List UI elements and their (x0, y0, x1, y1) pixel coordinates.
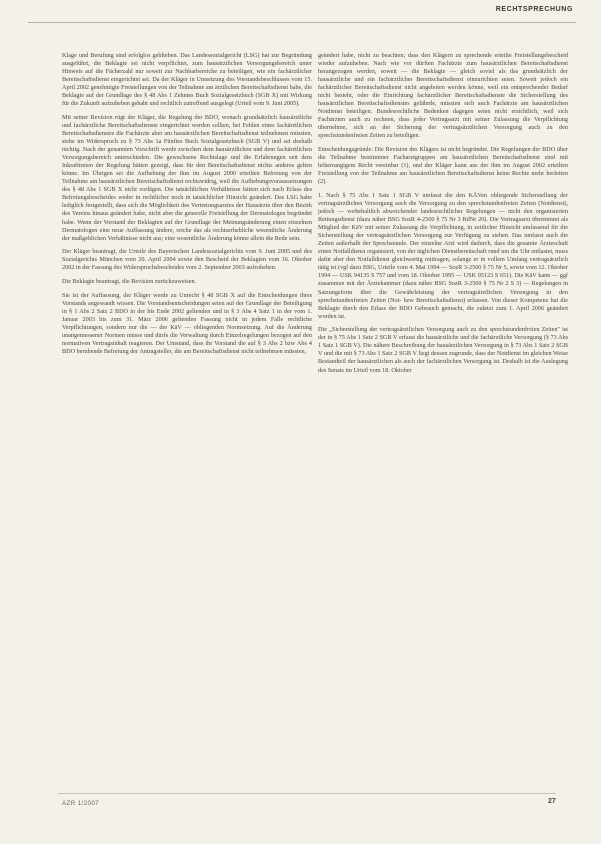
paragraph: Die „Sicherstellung der vertragsärztlichen Versorgung auch zu den sprechstundenfreien Zeiten" ist der in § 75 Abs 1 Satz 2 SGB V erfasst die hausärztliche und die fachärztliche Versorgung (§ 73 Abs 1 Satz 1 SGB V). Die nähere Beschreibung der hausärztlichen Versorgung in § 73 Abs 1 Satz 2 SGB V und die mit § 73 Abs 1 Satz 2 SGB V liegt dessen zugrunde, dass der Notdienst im gleichen Weise Bestandteil der hausärztlichen als auch der fachärztlichen Versorgung ist. Deshalb ist die Auslegung des Senats im Urteil vom 18. Oktober (318, 326, 568, 374)
paragraph: Der Kläger beantragt, die Urteile des Bayerischen Landessozialgerichts vom 9. Juni 2005 und des Sozialgerichts München vom 20. April 2004 sowie den Bescheid der Beklagten vom 16. Oktober 2002 in der Fassung des Widerspruchsbescheides vom 2. September 2003 aufzuheben. (62, 248, 312, 272)
header-divider (28, 22, 576, 23)
paragraph: 1. Nach § 75 Abs 1 Satz 1 SGB V umfasst die den KÄVen obliegende Sicherstellung der vertragsärztlichen Versorgung auch die Versorgung zu den sprechstundenfreien Zeiten (Notdienst), jedoch — vorbehaltlich abweichender landesrechtlicher Regelungen — nicht den organisierten Rettungsdienst (dazu näher BSG SozR 4-2500 § 75 Nr 3 RdNr 20). Die Vertragsarzt übernimmt als Mitglied der KäV mit seiner Zulassung die Verpflichtung, in zeitlicher Hinsicht umfassend für die Sicherstellung der vertragsärztlichen Versorgung zur Verfügung zu stehen. Das umfasst auch die Zeiten außerhalb der Sprechstunde. Der einzelne Arzt wird dadurch, dass die gesamte Ärzteschaft einen Notfalldienst organisiert, von der täglichen Dienstbereitschaft rund um die Uhr entlastet, muss dafür aber den Notfalldienst gleichwertig mittragen, solange er in vollem Umfang vertragsärztlich tätig ist (vgl dazu BSG, Urteile vom 4. Mai 1994 — SozR 3-2500 § 75 Nr 5, sowie vom 12. Oktober 1994 — USK 94135 S 757 und vom 18. Oktober 1995 — USK 95123 S 651). Die KäV kann — ggf zusammen mit der Ärztekammer (dazu näher BSG SozR 3-2500 § 75 Nr 2 S 3) — Regelungen in Satzungsform über die Gewährleistung der vertragsärztlichen Versorgung in den sprechstundenfreien Zeiten (Not- bzw Bereitschaftsdienst) erlassen. Von dieser Kompetenz hat die Beklagte durch den Erlass der BDO Gebrauch gemacht, die zuletzt zum 1. April 2006 geändert worden ist. (318, 191, 568, 320)
page-number: 27 (548, 798, 556, 805)
paragraph: Entscheidungsgründe: Die Revision des Klägers ist nicht begründet. Die Regelungen der BDO über die Teilnahme bestimmter Facharztgruppen am hausärztlichen Bereitschaftsdienst sind mit höherrangigem Recht vereinbar (1), und der Kläger kann aus der ihm im August 2002 erteilten Freistellung von der Teilnahme am hausärztlichen Bereitschaftsdienst keine Rechte mehr herleiten (2). (318, 146, 568, 186)
paragraph: Klage und Berufung sind erfolglos geblieben. Das Landessozialgericht (LSG) hat zur Begründung ausgeführt, die Beklagte sei nicht verpflichtet, zum hausärztlichen Versorgungsbereich unter Hinweis auf die Fächerzahl nur soweit zur Nachbarbereiche zu beteiligen, wie ein fachärztlicher Bereitschaftsdienst eingerichtet sei. Da der Kläger in Umsetzung des Vorstandsbeschlusses vom 15. April 2002 genehmigte Freistellungen von der Teilnahme am ärztlichen Bereitschaftsdienst habe, die Beklagte auf der Grundlage des § 48 Abs 1 Zehntes Buch Sozialgesetzbuch (SGB X) mit Wirkung für die Zukunft aufzuheben gehabt und rechtlich zutreffend ausgelegt (Urteil vom 9. Juni 2005). (62, 52, 312, 108)
right-column (318, 52, 568, 794)
section-header: RECHTSPRECHUNG (495, 6, 573, 13)
paragraph: geändert habe, nicht zu beachten; dass den Klägern zu sprechende erteilte Freistellungsbescheid wieder aufzuheben. Nach wie vor dürften Fachärzte zum hausärztlichen Bereitschaftsdienst herangezogen werden, soweit — die Beklagte — gleich soviel als das grundsätzlich der hausärztliche und ein fachärztlicher Bereitschaftsdienst einzurichten seien. Soweit jedoch ein fachärztlicher Bereitschaftsdienst nicht angeboten werden könne, weil ein entsprechender Bedarf nicht besteht, oder die Einrichtung fachärztlicher Bereitschaftsdienste die Sicherstellung des hausärztlichen Bereitschaftsdienstes gefährde, müssten sich auch Fachärzte am hausärztlichen Notdienst beteiligen. Bundesrechtliche Bedenken dagegen seien nicht ersichtlich, weil sich Fachärzten auch zu rechnen, dass jeder Vertragsarzt mit seiner Zulassung die Verpflichtung übernehme, sich an der Sicherung der vertragsärztlichen Versorgung auch zu den sprechstundenfreien Zeiten zu beteiligen. (318, 52, 568, 140)
paragraph: Die Beklagte beantragt, die Revision zurückzuweisen. (62, 278, 197, 285)
left-column (62, 52, 312, 794)
paragraph: Sie ist der Auffassung, der Kläger werde zu Unrecht § 48 SGB X auf die Entscheidungen ihres Vorstands angewandt wissen. Die Vorstandsentscheidungen seien auf der Grundlage der Beteiligung in § 1 Abs 2 Satz 2 BDO in der bis Ende 2002 geltenden und in § 3 Abs 4 Satz 1 in der vom 1. Januar 2003 bis zum 31. März 2006 geltenden Fassung nicht in jedem Falle rechtliche Verpflichtungen, sondern nur die — der KäV — obliegenden Normsetzung. Auf die Änderung unangemessener Normen müsse und dürfe die Verwaltung durch Einzelregelungen bezogen auf den normativen Vertragsinhalt reagieren. Der Umstand, dass ihr Vorstand die auf § 3 Abs 2 bzw Abs 4 BDO beruhende Befreiung der Antragsteller, die am Bereitschaftsdienst nicht teilnehmen müssten, (62, 291, 312, 355)
footer-divider (58, 793, 556, 794)
journal-reference: AZR 1/2007 (62, 800, 100, 807)
paragraph: Mit seiner Revision rügt der Kläger, die Regelung der BDO, wonach grundsätzlich hausärztliche und fachärztliche Bereitschaftsdienste eingerichtet werden sollten, bei Fehlen eines fachärztlichen Bereitschaftsdienstes die Fachärzte aber am hausärztlichen Bereitschaftsdienst teilnehmen müssten, stehe im Widerspruch zu § 73 Abs 1a Fünftes Buch Sozialgesetzbuch (SGB V) und sei deshalb nichtig. Nach der genannten Vorschrift werde zwischen dem hausärztlichen und dem fachärztlichen Versorgungsbereich unterschieden. Die gewachsene Rechtslage und die Erfahrungen seit dem Inkrafttreten der Regelung hätten gezeigt, dass für den Bereitschaftsdienst nichts anderes gelten könne. Im Übrigen sei die Aufhebung der ihm im August 2000 erteilten Befreiung von der Teilnahme am hausärztlichen Bereitschaftsdienst rechtswidrig, weil die Aufhebungsvoraussetzungen des § 48 Abs 1 SGB X nicht vorlägen. Die tatsächlichen Verhältnisse hätten sich nach Erlass des Befreiungsbescheides weder in rechtlicher noch in tatsächlicher Hinsicht geändert. Das LSG habe lediglich festgestellt, dass sich die Möglichkeit des Vertretungsarztes der Hausärzte über den Bezirk des Vereins hinaus geändert habe, nicht aber die generelle Freistellung der Dermatologen begründet habe. Wenn der Vorstand der Beklagten auf der Grundlage der Meinungsänderung einen einzelnen Dermatologen eine neue Auffassung ändere, reiche das als rechtserhebliche wesentliche Änderung der maßgeblichen Verhältnisse nicht aus; eine wesentliche Änderung könne allein die Rede sein. (62, 113, 312, 242)
